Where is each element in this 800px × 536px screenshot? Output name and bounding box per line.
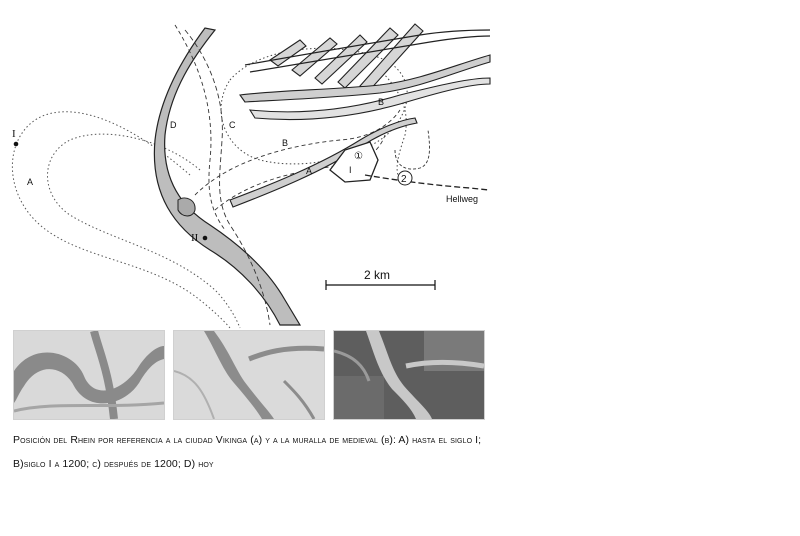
thumbnail-map-2 bbox=[173, 330, 325, 420]
caption-line-2: B)siglo I a 1200; c) después de 1200; D) hoy bbox=[13, 458, 214, 470]
river-d-band bbox=[154, 28, 300, 325]
label-i-city: I bbox=[349, 165, 352, 175]
label-b-mid: B bbox=[282, 138, 289, 148]
caption-line-1: Posición del Rhein por referencia a la ciudad Vikinga (a) y a la muralla de medieval (b): A) hasta el siglo I; bbox=[13, 434, 482, 446]
label-roman-two: II bbox=[191, 232, 199, 244]
label-circle-one: ① bbox=[354, 151, 363, 162]
hellweg-road bbox=[365, 175, 490, 190]
label-hellweg: Hellweg bbox=[446, 194, 479, 204]
label-a-mid: A bbox=[306, 166, 313, 176]
viking-city-outline bbox=[330, 142, 378, 182]
label-c: C bbox=[229, 120, 236, 130]
location-dot-one bbox=[14, 142, 19, 147]
location-dot-two bbox=[203, 236, 208, 241]
label-a-left: A bbox=[27, 177, 34, 187]
small-island bbox=[178, 198, 195, 216]
thumbnail-map-1 bbox=[13, 330, 165, 420]
label-circle-two: 2 bbox=[401, 174, 407, 185]
scale-label: 2 km bbox=[364, 268, 391, 282]
thumbnail-map-3 bbox=[333, 330, 485, 420]
label-d: D bbox=[170, 120, 177, 130]
label-b-right: B bbox=[378, 97, 385, 107]
island-channel bbox=[230, 118, 417, 207]
label-roman-one: I bbox=[12, 128, 16, 140]
